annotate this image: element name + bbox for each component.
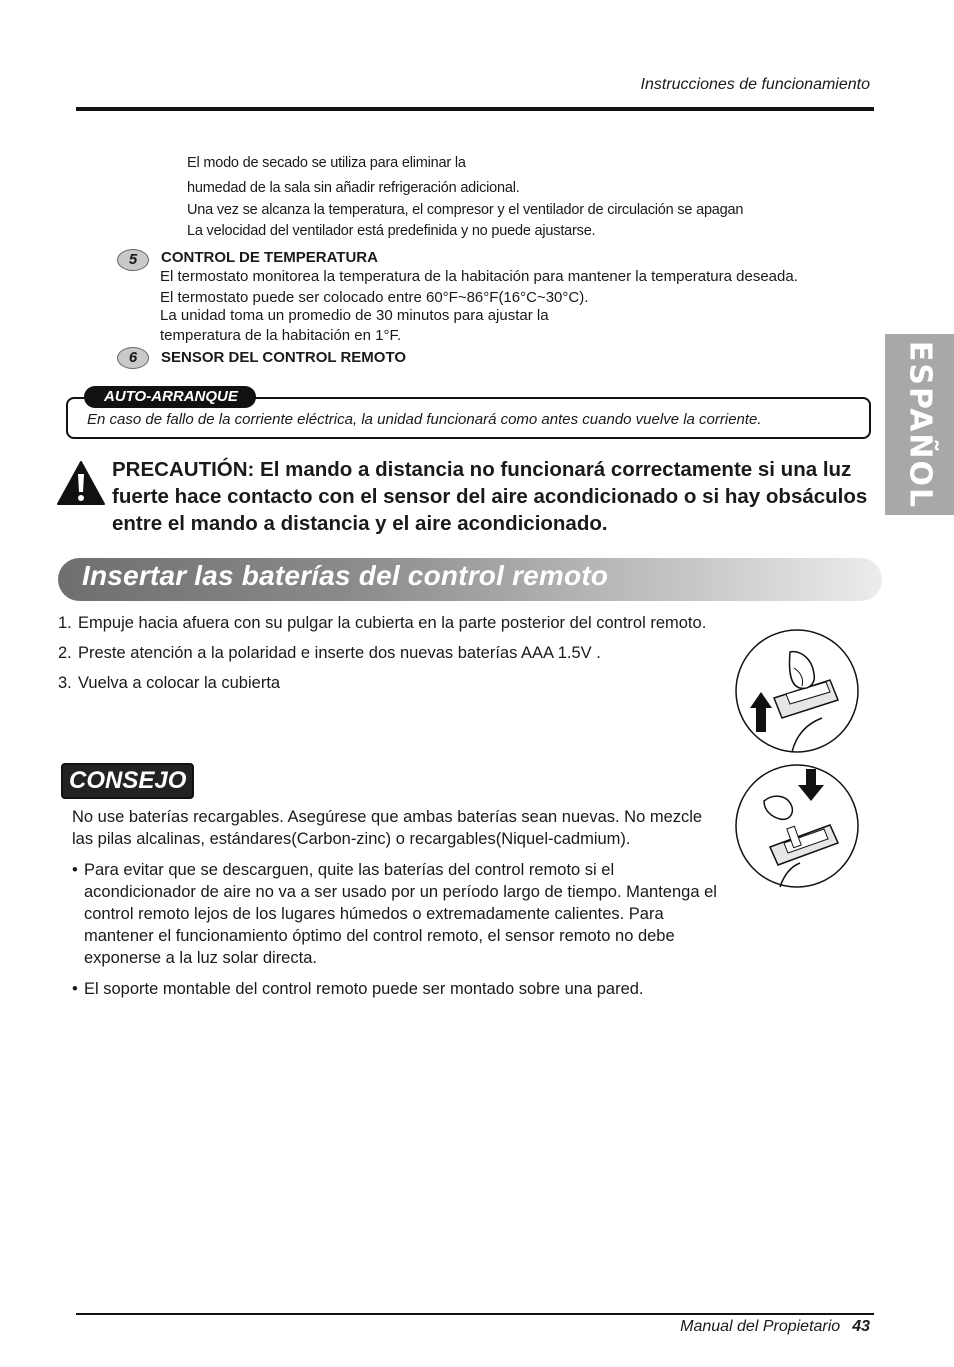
tip-bullet-text: Para evitar que se descarguen, quite las baterías del control remoto si el acondicionador de aire no va a ser usado por un período largo de tiempo. Mantenga el control remoto lejos de los lugares húmedos o extremadamente calientes. Para mantener el funcionamiento óptimo del control remoto, el sensor remoto no debe exponerse a la luz solar directa.: [84, 861, 717, 967]
tip-bullet: [72, 859, 722, 969]
tip-paragraph: No use baterías recargables. Asegúrese que ambas baterías sean nuevas. No mezcle las pilas alcalinas, estándares(Carbon-zinc) o recargables(Niquel-cadmium).: [72, 808, 703, 848]
header-divider: [76, 107, 874, 111]
dry-mode-line-4: La velocidad del ventilador está predefinida y no puede ajustarse.: [187, 223, 596, 239]
step-text: Preste atención a la polaridad e inserte dos nuevas baterías AAA 1.5V .: [78, 644, 601, 662]
auto-restart-text: En caso de fallo de la corriente eléctrica, la unidad funcionará como antes cuando vuelve la corriente.: [87, 411, 762, 428]
tip-bullet: [72, 978, 722, 1000]
step-number: 2.: [58, 644, 72, 662]
battery-steps: [58, 612, 718, 702]
footer-title: Manual del Propietario: [680, 1318, 841, 1335]
battery-insertion-illustration: [734, 763, 860, 889]
step-text: Vuelva a colocar la cubierta: [78, 674, 281, 692]
auto-restart-label: AUTO-ARRANQUE: [84, 386, 256, 408]
language-side-tab: [885, 334, 954, 515]
footer-divider: [76, 1313, 874, 1315]
section-5-line-4: temperatura de la habitación en 1°F.: [160, 327, 402, 344]
section-5-number: 5: [117, 249, 149, 271]
remote-cover-removal-illustration: [734, 628, 860, 754]
bullet-dot: •: [72, 861, 78, 879]
section-5-line-3: La unidad toma un promedio de 30 minutos para ajustar la: [160, 307, 549, 324]
dry-mode-line-3: Una vez se alcanza la temperatura, el compresor y el ventilador de circulación se apagan: [187, 202, 744, 218]
bullet-dot: •: [72, 980, 78, 998]
running-header: Instrucciones de funcionamiento: [640, 76, 870, 93]
caution-text: PRECAUTIÓN: El mando a distancia no funcionará correctamente si una luz fuerte hace contacto con el sensor del aire acondicionado o si hay obsáculos entre el mando a distancia y el aire acondicionado.: [112, 458, 868, 535]
dry-mode-line-1: El modo de secado se utiliza para eliminar la: [187, 155, 466, 171]
step-number: 3.: [58, 674, 72, 692]
section-5-title: CONTROL DE TEMPERATURA: [161, 249, 378, 266]
step-text: Empuje hacia afuera con su pulgar la cubierta en la parte posterior del control remoto.: [78, 614, 707, 632]
language-label: ESPAÑOL: [902, 340, 937, 509]
section-5-line-1: El termostato monitorea la temperatura de la habitación para mantener la temperatura deseada.: [160, 268, 798, 285]
step-number: 1.: [58, 614, 72, 632]
step-item: [58, 672, 718, 694]
section-6-number: 6: [117, 347, 149, 369]
footer: [680, 1318, 870, 1336]
dry-mode-line-2: humedad de la sala sin añadir refrigeración adicional.: [187, 180, 520, 196]
page-number: 43: [852, 1318, 870, 1335]
tip-content: [72, 806, 722, 1000]
section-5-line-2: El termostato puede ser colocado entre 60°F~86°F(16°C~30°C).: [160, 289, 589, 306]
step-item: [58, 612, 718, 634]
step-item: [58, 642, 718, 664]
section-6-title: SENSOR DEL CONTROL REMOTO: [161, 349, 407, 366]
tip-label: CONSEJO: [61, 763, 194, 799]
tip-bullet-text: El soporte montable del control remoto puede ser montado sobre una pared.: [84, 980, 644, 998]
banner-title: Insertar las baterías del control remoto: [82, 560, 609, 591]
warning-triangle-icon: [56, 460, 106, 506]
